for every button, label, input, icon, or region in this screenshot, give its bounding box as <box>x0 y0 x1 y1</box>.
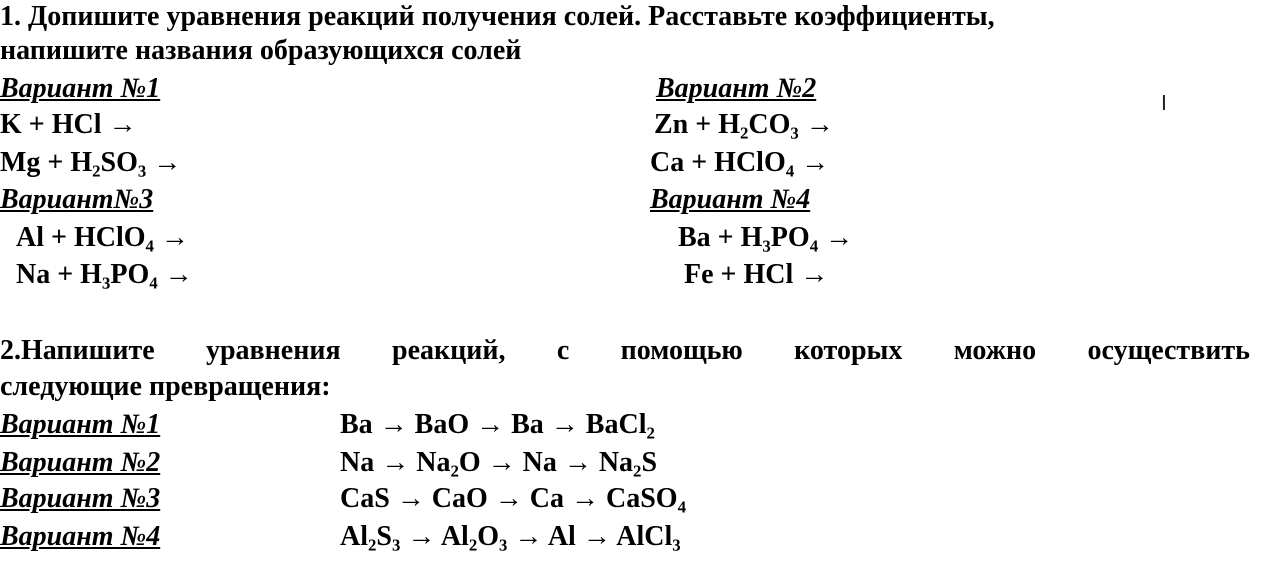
task1-v4-equation2: Fe + HCl → <box>684 259 829 290</box>
text-cursor-icon: I <box>1161 91 1167 115</box>
task1-v1-equation1: K + HCl → <box>0 109 137 140</box>
task1-variant1-label: Вариант №1 <box>0 73 161 104</box>
task2-variant2-chain: Na → Na₂O → Na → Na₂S <box>340 447 658 478</box>
task1-v1-equation2: Mg + H₂SO₃ → <box>0 147 182 178</box>
task1-v2-equation1: Zn + H₂CO₃ → <box>654 109 834 140</box>
task2-variant4-label: Вариант №4 <box>0 521 161 552</box>
task2-variant3-label: Вариант №3 <box>0 483 161 514</box>
task1-v2-equation2: Ca + HClO₄ → <box>650 147 830 178</box>
task1-title-line1: 1. Допишите уравнения реакций получения солей. Расставьте коэффициенты, <box>0 1 995 32</box>
task2-title-line2: следующие превращения: <box>0 371 331 402</box>
task1-v3-equation1: Al + HClO₄ → <box>16 222 189 253</box>
task2-variant2-label: Вариант №2 <box>0 447 161 478</box>
task1-title-line2: напишите названия образующихся солей <box>0 35 522 66</box>
task1-variant4-label: Вариант №4 <box>650 184 811 215</box>
task2-variant1-label: Вариант №1 <box>0 409 161 440</box>
task2-variant1-chain: Ba → BaO → Ba → BaCl₂ <box>340 409 655 440</box>
task1-variant2-label: Вариант №2 <box>656 73 817 104</box>
task1-variant3-label: Вариант№3 <box>0 184 154 215</box>
task2-variant4-chain: Al₂S₃ → Al₂O₃ → Al → AlCl₃ <box>340 521 681 552</box>
task1-v3-equation2: Na + H₃PO₄ → <box>16 259 193 290</box>
task2-variant3-chain: CaS → CaO → Ca → CaSO₄ <box>340 483 686 514</box>
task2-title-line1: 2.Напишите уравнения реакций, с помощью которых можно осуществить <box>0 335 1250 366</box>
task1-v4-equation1: Ba + H₃PO₄ → <box>678 222 854 253</box>
